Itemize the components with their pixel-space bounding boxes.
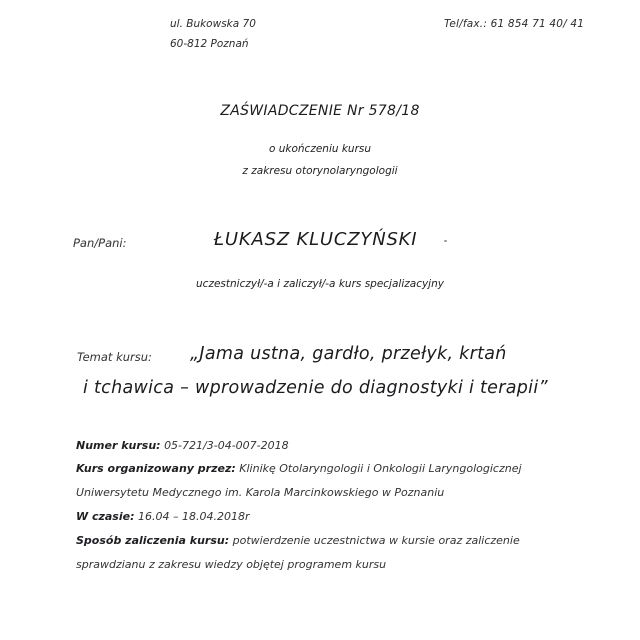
completion-label: Sposób zaliczenia kursu: bbox=[76, 534, 230, 547]
course-number-row bbox=[76, 439, 289, 452]
course-number-value: 05-721/3-04-007-2018 bbox=[164, 439, 289, 452]
certificate-subtitle-1: o ukończeniu kursu bbox=[268, 143, 372, 155]
completion-value-2: sprawdzianu z zakresu wiedzy objętej programem kursu bbox=[76, 558, 387, 571]
period-value: 16.04 – 18.04.2018r bbox=[138, 510, 250, 523]
organizer-value-2: Uniwersytetu Medycznego im. Karola Marcinkowskiego w Poznaniu bbox=[76, 486, 445, 499]
recipient-name: ŁUKASZ KLUCZYŃSKI bbox=[214, 229, 418, 250]
certificate-title: ZAŚWIADCZENIE Nr 578/18 bbox=[220, 103, 420, 119]
period-label: W czasie: bbox=[76, 510, 135, 523]
organizer-label: Kurs organizowany przez: bbox=[76, 462, 236, 475]
participation-statement: uczestniczył/-a i zaliczył/-a kurs specjalizacyjny bbox=[196, 278, 444, 290]
period-row bbox=[76, 510, 250, 523]
address-street: ul. Bukowska 70 bbox=[170, 18, 256, 30]
certificate-subtitle-2: z zakresu otorynolaryngologii bbox=[242, 165, 398, 177]
topic-line-1: „Jama ustna, gardło, przełyk, krtań bbox=[190, 344, 507, 364]
recipient-label: Pan/Pani: bbox=[73, 236, 127, 250]
scan-speck bbox=[444, 240, 447, 242]
completion-row bbox=[76, 534, 520, 547]
course-number-label: Numer kursu: bbox=[76, 439, 161, 452]
topic-line-2: i tchawica – wprowadzenie do diagnostyki i terapii” bbox=[83, 378, 548, 398]
topic-label: Temat kursu: bbox=[77, 350, 152, 364]
phone-fax: Tel/fax.: 61 854 71 40/ 41 bbox=[444, 18, 585, 30]
organizer-row bbox=[76, 462, 522, 475]
address-city: 60-812 Poznań bbox=[170, 38, 249, 50]
organizer-value-1: Klinikę Otolaryngologii i Onkologii Laryngologicznej bbox=[239, 462, 522, 475]
completion-value-1: potwierdzenie uczestnictwa w kursie oraz zaliczenie bbox=[232, 534, 520, 547]
